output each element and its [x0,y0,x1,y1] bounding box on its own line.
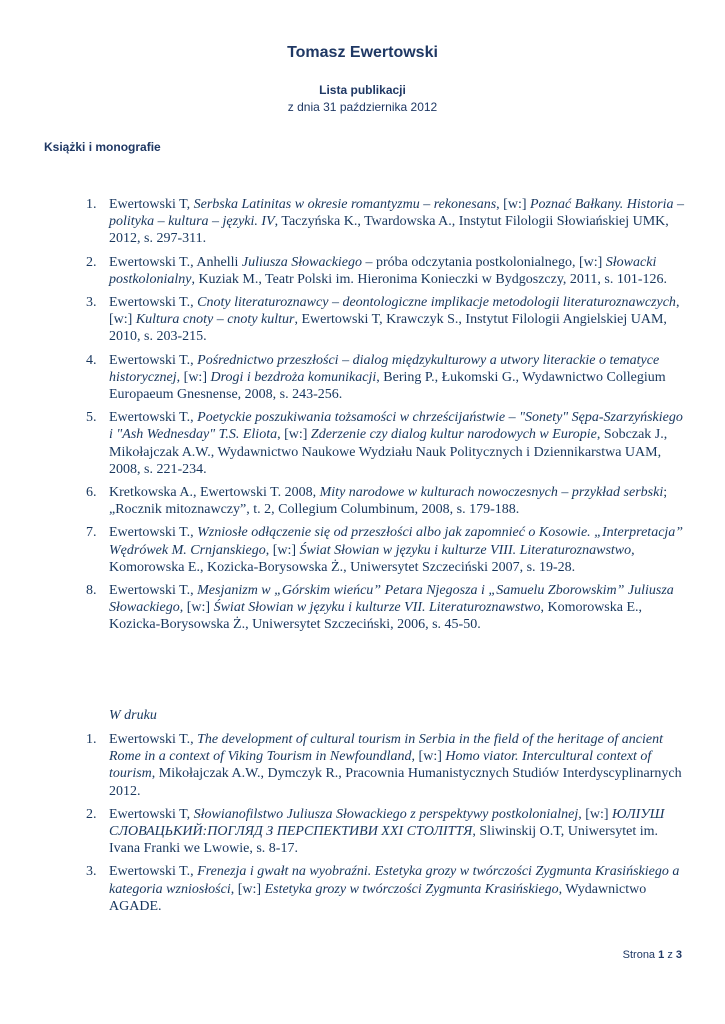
publication-title-italic: Frenezja i gwałt na wyobraźni. Estetyka grozy w twórczości Zygmunta Krasińskiego a kategoria wzniosłości [109,864,680,897]
publication-number: 6. [86,485,97,501]
publication-text: , [w:] [578,806,613,822]
publication-text: , Sliwinskij O.T, Uniwersytet im. Ivana Franki we Lwowie, s. 8-17. [109,824,659,857]
publication-item [0,409,725,478]
publication-text: ; „Rocznik mitoznawczy”, t. 2, Collegium Columbinum, 2008, s. 179-188. [109,485,668,518]
footer-total-pages: 3 [675,949,682,961]
publication-title-italic: Mity narodowe w kulturach nowoczesnych – przykład serbski [319,485,664,501]
publication-text: Ewertowski T., [109,352,198,368]
publication-text: , [w:] [109,295,680,328]
books-list [0,196,725,640]
publication-title-italic: ЮЛІУШ СЛОВАЦЬКИЙ:ПОГЛЯД З ПЕРСПЕКТИВИ ХХІ СТОЛІТТЯ [109,806,665,840]
publication-text: Ewertowski T., [109,525,198,541]
publication-item [0,484,725,518]
author-name: Tomasz Ewertowski [287,44,438,61]
publication-title-italic: Poetyckie poszukiwania tożsamości w chrześcijaństwie – "Sonety" Sępa-Szarzyńskiego i "Ash Wednesday" T.S. Eliota [109,410,683,443]
publication-number: 8. [86,583,97,599]
publication-text: , Mikołajczak A.W., Dymczyk R., Pracownia Humanistycznych Studiów Interdyscyplinarnych 2012. [109,766,682,799]
publication-title-italic: The development of cultural tourism in Serbia in the field of the heritage of ancient Rome in a context of Viking Tourism in Newfoundland [109,732,663,765]
in-print-heading: W druku [109,708,157,723]
publication-title-italic: Słowacki postkolonialny [109,254,657,287]
publication-number: 2. [86,806,97,822]
publication-title-italic: Serbska Latinitas w okresie romantyzmu – rekonesans [193,197,497,212]
publication-item [0,582,725,634]
publication-item [0,806,725,858]
publication-text: , [w:] [230,881,265,897]
publication-text: , [w:] [277,427,311,443]
publication-text: , [w:] [265,542,300,558]
section-title: Książki i monografie [44,140,161,154]
publication-title-italic: Drogi i bezdroża komunikacji [210,369,377,385]
publication-number: 7. [86,525,97,541]
publication-text: Ewertowski T., [109,864,198,880]
publication-title-italic: Cnoty literaturoznawcy – deontologiczne implikacje metodologii literaturoznawczych [197,295,676,311]
publication-title-italic: Świat Słowian w języku i kulturze VIII. Literaturoznawstwo [299,542,632,558]
publication-text: , Sobczak J., Mikołajczak A.W., Wydawnictwo Naukowe Wydziału Nauk Politycznych i Dziennikarstwa UAM, 2008, s. 221-234. [109,427,668,477]
publication-number: 3. [86,864,97,880]
in-print-list [0,731,725,921]
publication-text: , Ewertowski T, Krawczyk S., Instytut Filologii Angielskiej UAM, 2010, s. 203-215. [109,312,667,345]
publication-text: Ewertowski T., Anhelli [109,254,242,270]
publication-number: 5. [86,410,97,426]
publication-item [0,254,725,288]
publication-text: Ewertowski T, [109,197,194,212]
publication-title-italic: Poznać Bałkany. Historia – polityka – kultura – języki. IV [109,197,684,230]
publication-text: , Wydawnictwo AGADE. [109,881,647,914]
publication-text: , Komorowska E., Kozicka-Borysowska Ż., Uniwersytet Szczeciński 2007, s. 19-28. [109,542,635,575]
publication-title-italic: Wzniosłe odłączenie się od przeszłości albo jak zapomnieć o Kosowie. „Interpretacja” Wędrówek M. Crnjanskiego [109,525,684,558]
publication-title-italic: Estetyka grozy w twórczości Zygmunta Krasińskiego [264,881,559,897]
publication-number: 2. [86,254,97,270]
publication-text: , [w:] [411,749,446,765]
publication-number: 1. [86,732,97,747]
publication-title-italic: Słowianofilstwo Juliusza Słowackiego z perspektywy postkolonialnej [193,806,579,822]
publication-item [0,731,725,800]
publication-number: 3. [86,295,97,311]
publication-text: – próba odczytania postkolonialnego, [w:] [362,254,606,270]
publication-text: , Bering P., Łukomski G., Wydawnictwo Collegium Europaeum Gnesnense, 2008, s. 243-256. [109,369,666,403]
footer-current-page: 1 [658,949,665,961]
publication-title-italic: Świat Słowian w języku i kulturze VII. Literaturoznawstwo [213,600,541,616]
publication-item [0,196,725,248]
publication-text: , Taczyńska K., Twardowska A., Instytut Filologii Słowiańskiej UMK, 2012, s. 297-311. [109,214,669,247]
publication-text: Ewertowski T., [109,583,198,599]
footer-separator: z [667,949,673,961]
publication-title-italic: Mesjanizm w „Górskim wieńcu” Petara Njegosza i „Samuelu Zborowskim” Juliusza Słowackiego [109,583,674,616]
publication-title-italic: Kultura cnoty – cnoty kultur [135,312,295,328]
document-date: z dnia 31 października 2012 [287,100,438,114]
publication-item [0,352,725,404]
publication-item [0,863,725,915]
page-footer [623,949,682,961]
publication-text: Ewertowski T., [109,295,198,311]
footer-label: Strona [622,949,656,961]
publication-title-italic: Juliusza Słowackiego [241,254,363,270]
publication-title-italic: Pośrednictwo przeszłości – dialog międzykulturowy a utwory literackie o tematyce historycznej [109,352,660,385]
publication-text: , [w:] [496,197,530,212]
publication-text: Ewertowski T, [109,806,194,822]
document-subtitle: Lista publikacji [319,83,406,97]
publication-text: , [w:] [179,600,214,616]
publication-title-italic: Homo viator. Intercultural context of tourism [109,749,652,782]
publication-text: , Komorowska E., Kozicka-Borysowska Ż., Uniwersytet Szczeciński, 2006, s. 45-50. [109,600,643,633]
publication-number: 4. [86,352,97,368]
publication-number: 1. [86,197,97,212]
publication-item [0,524,725,576]
publication-text: , [w:] [176,369,211,385]
publication-title-italic: Zderzenie czy dialog kultur narodowych w Europie [310,427,597,443]
publication-text: Ewertowski T., [109,732,198,747]
publication-item [0,294,725,346]
publication-text: , Kuziak M., Teatr Polski im. Hieronima Konieczki w Bydgoszczy, 2011, s. 101-126. [191,271,668,287]
publication-text: Kretkowska A., Ewertowski T. 2008, [109,485,320,501]
publication-text: Ewertowski T., [109,410,198,426]
